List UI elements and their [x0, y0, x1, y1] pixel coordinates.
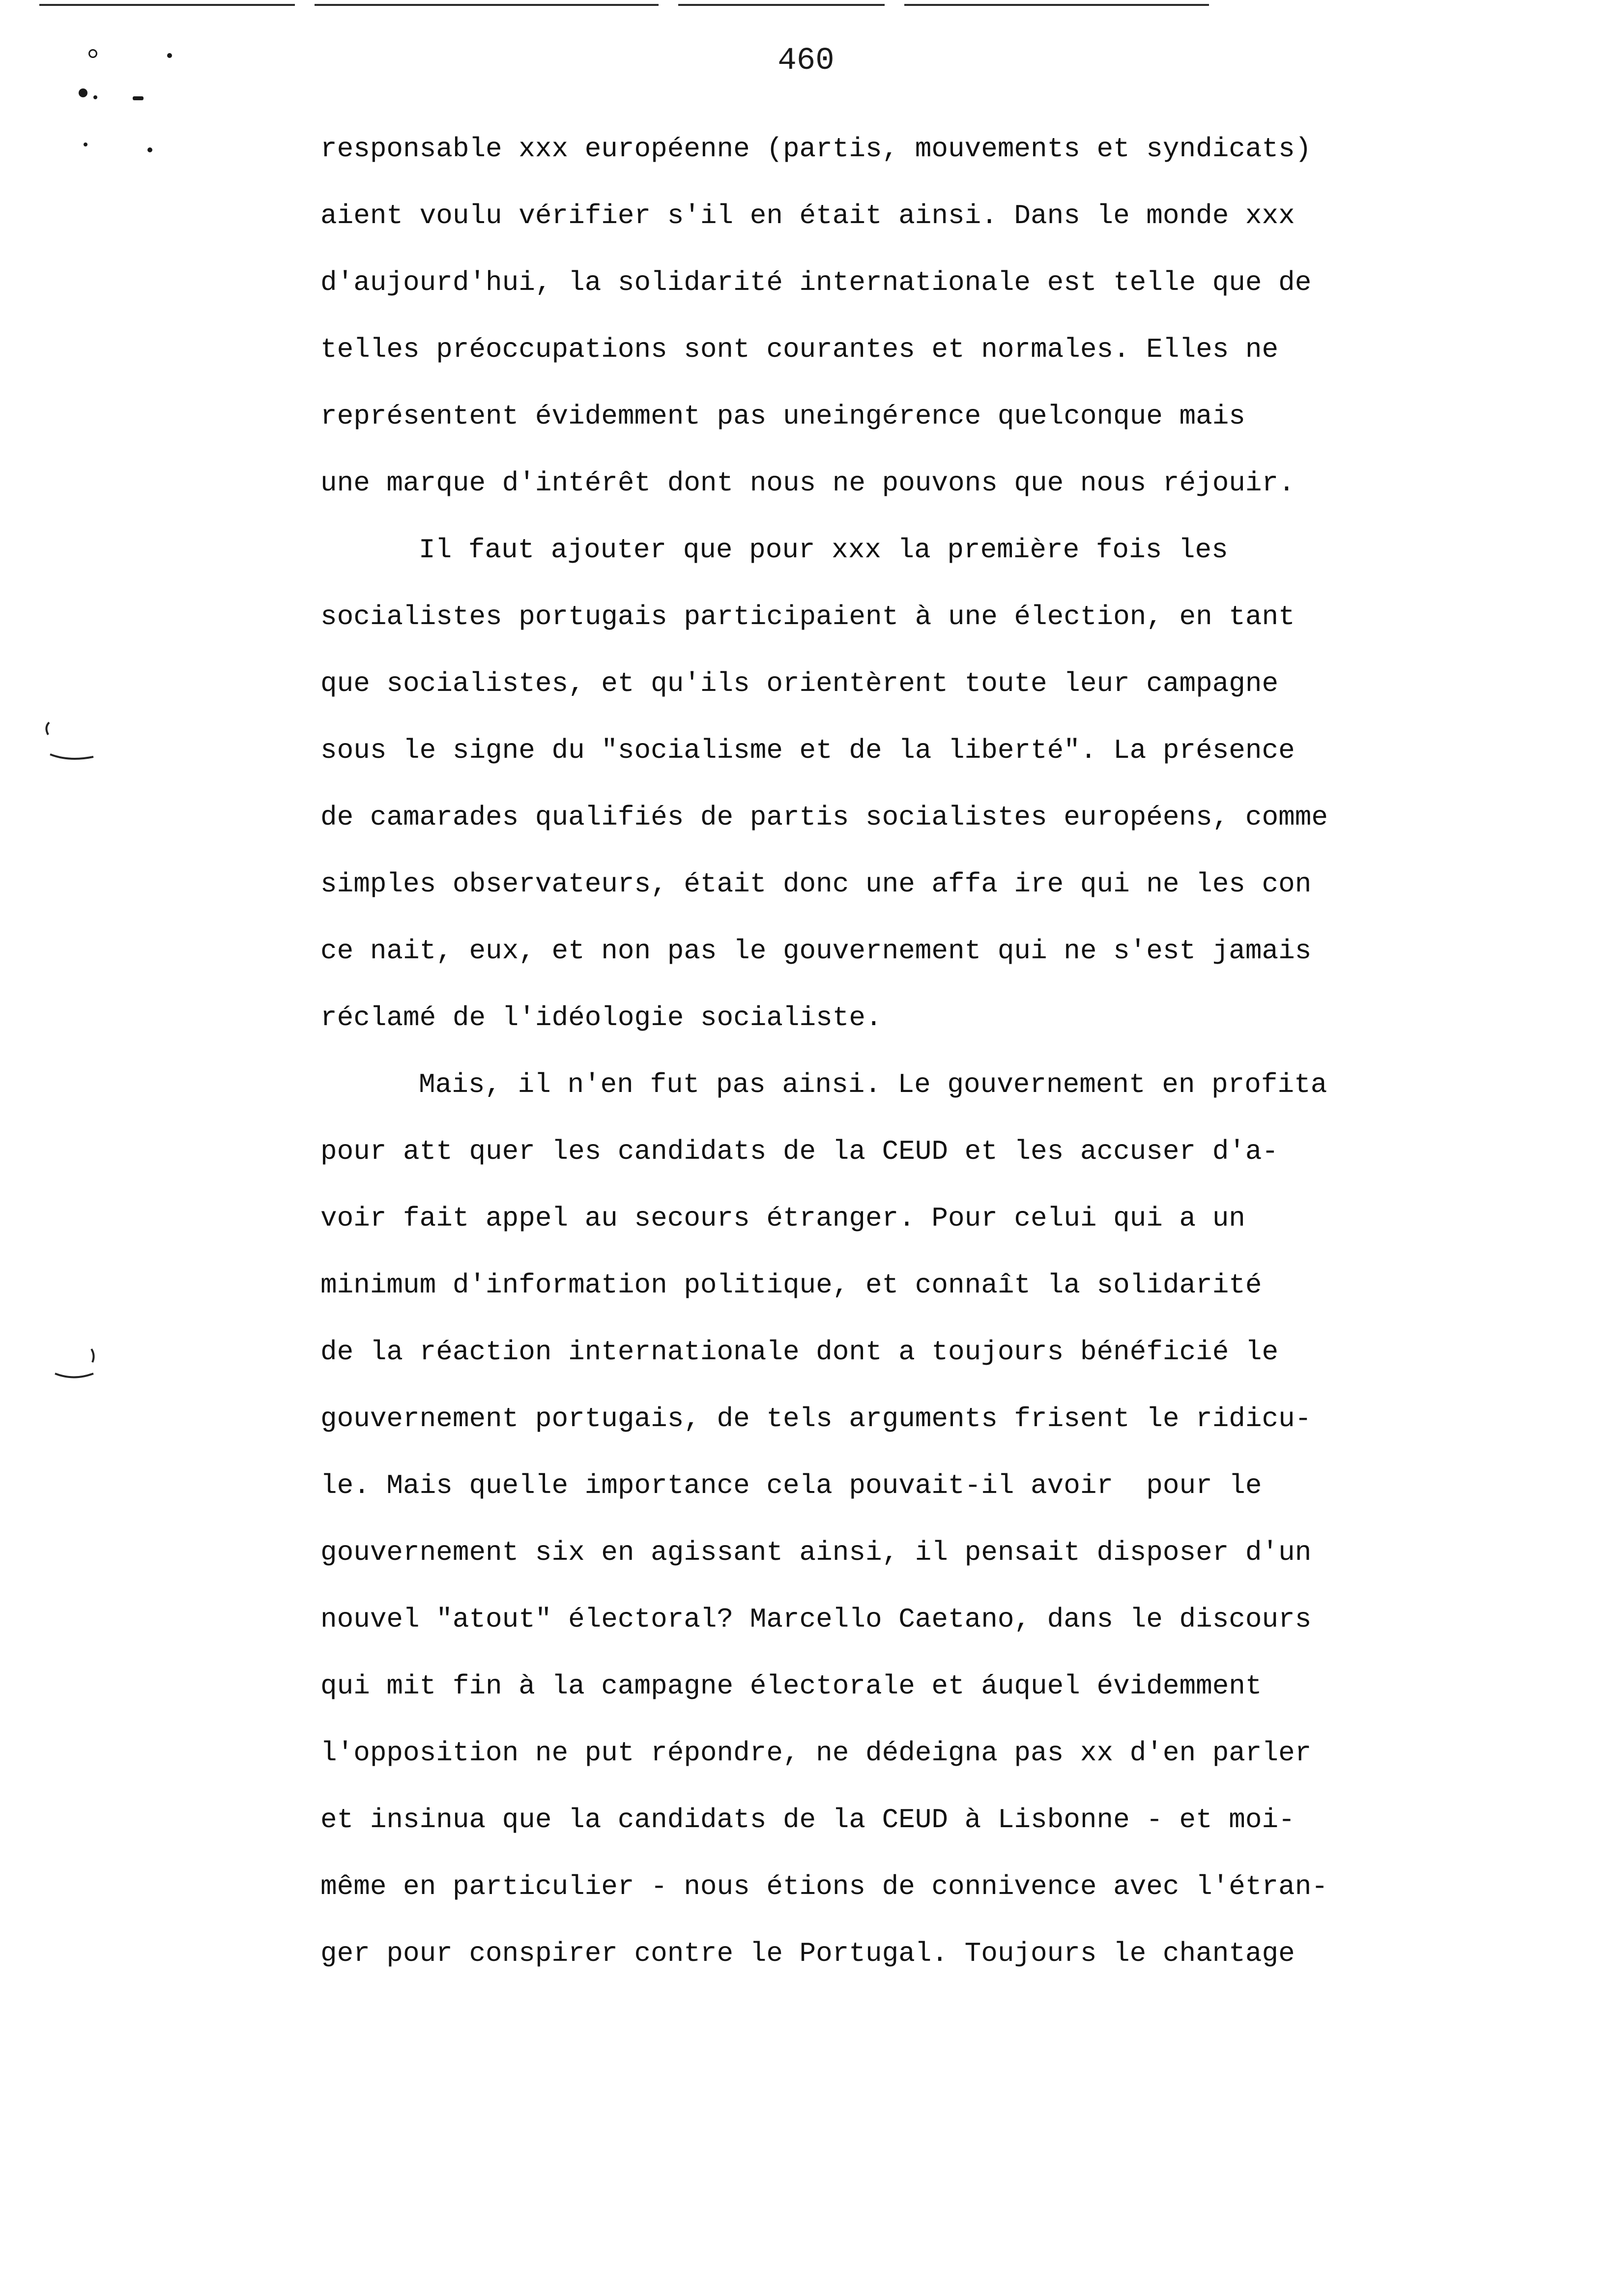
margin-mark: [79, 88, 87, 97]
text-line: aient voulu vérifier s'il en était ainsi. Dans le monde xxx: [320, 200, 1295, 231]
text-line: une marque d'intérêt dont nous ne pouvons que nous réjouir.: [320, 467, 1295, 499]
body-text: [320, 115, 1579, 1987]
text-line: gouvernement six en agissant ainsi, il pensait disposer d'un: [320, 1537, 1312, 1568]
text-line: minimum d'information politique, et connaît la solidarité: [320, 1269, 1262, 1301]
margin-mark: [133, 96, 144, 100]
margin-bracket: [39, 708, 98, 767]
top-rule: [678, 4, 885, 6]
margin-bracket: [49, 1332, 108, 1391]
text-line: voir fait appel au secours étranger. Pour celui qui a un: [320, 1203, 1245, 1234]
text-line: de camarades qualifiés de partis socialistes européens, comme: [320, 802, 1328, 833]
text-line: même en particulier - nous étions de connivence avec l'étran-: [320, 1871, 1328, 1902]
page-number: 460: [777, 43, 835, 79]
text-line: représentent évidemment pas uneingérence quelconque mais: [320, 401, 1245, 432]
margin-mark: [147, 147, 152, 152]
top-rule: [315, 4, 659, 6]
text-line: Mais, il n'en fut pas ainsi. Le gouvernement en profita: [419, 1069, 1327, 1100]
top-rule: [904, 4, 1209, 6]
text-line: socialistes portugais participaient à une élection, en tant: [320, 601, 1295, 632]
margin-mark: [84, 143, 87, 146]
text-line: responsable xxx européenne (partis, mouvements et syndicats): [320, 133, 1312, 165]
text-line: réclamé de l'idéologie socialiste.: [320, 1002, 882, 1033]
text-line: de la réaction internationale dont a toujours bénéficié le: [320, 1336, 1279, 1368]
text-line: qui mit fin à la campagne électorale et áuquel évidemment: [320, 1670, 1262, 1702]
text-line: que socialistes, et qu'ils orientèrent toute leur campagne: [320, 668, 1279, 699]
text-line: et insinua que la candidats de la CEUD à Lisbonne - et moi-: [320, 1804, 1295, 1836]
text-line: gouvernement portugais, de tels arguments frisent le ridicu-: [320, 1403, 1312, 1435]
text-line: simples observateurs, était donc une affa ire qui ne les con: [320, 868, 1312, 900]
text-line: ce nait, eux, et non pas le gouvernement qui ne s'est jamais: [320, 935, 1312, 967]
text-line: nouvel "atout" électoral? Marcello Caetano, dans le discours: [320, 1604, 1312, 1635]
text-line: pour att quer les candidats de la CEUD et les accuser d'a-: [320, 1136, 1279, 1167]
text-line: ger pour conspirer contre le Portugal. Toujours le chantage: [320, 1938, 1295, 1969]
text-line: d'aujourd'hui, la solidarité internationale est telle que de: [320, 267, 1312, 298]
text-line: sous le signe du "socialisme et de la liberté". La présence: [320, 735, 1295, 766]
text-line: le. Mais quelle importance cela pouvait-il avoir pour le: [320, 1470, 1262, 1501]
margin-mark: [93, 95, 97, 99]
text-line: Il faut ajouter que pour xxx la première fois les: [419, 534, 1228, 566]
top-rule: [39, 4, 295, 6]
text-line: telles préoccupations sont courantes et normales. Elles ne: [320, 334, 1279, 365]
text-line: l'opposition ne put répondre, ne dédeigna pas xx d'en parler: [320, 1737, 1312, 1769]
